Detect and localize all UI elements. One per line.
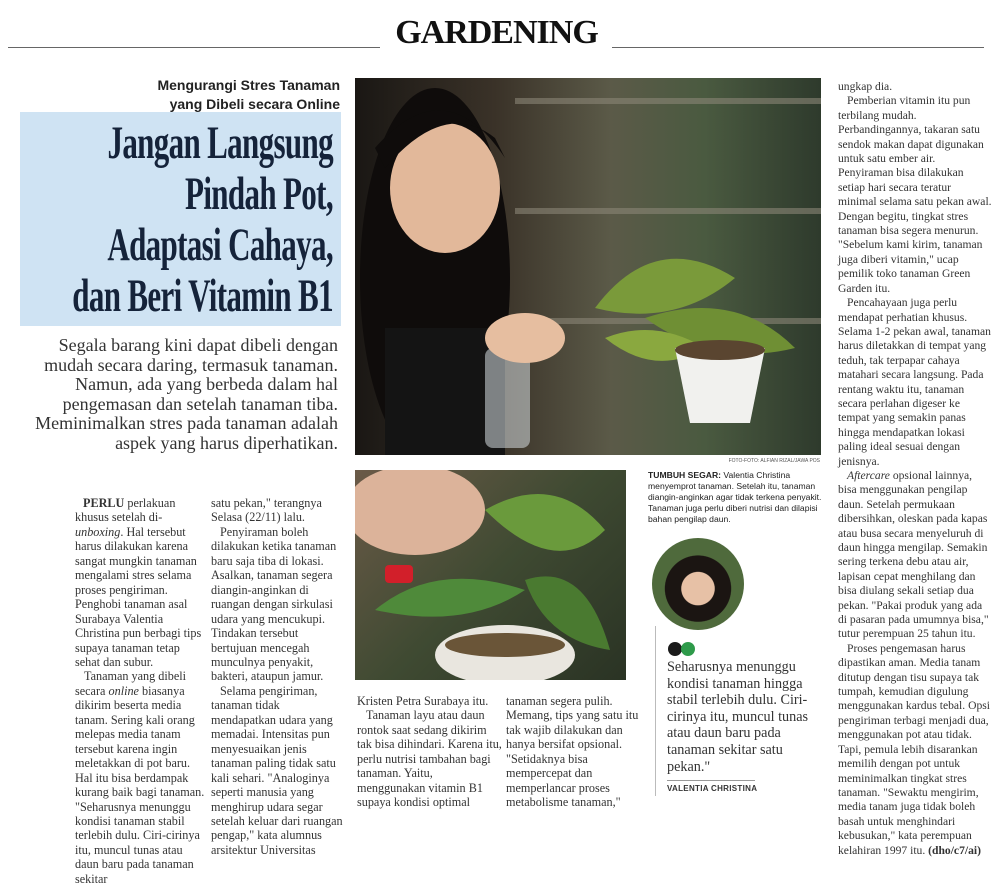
- section-title-text: GARDENING: [389, 14, 604, 51]
- secondary-photo: [355, 470, 626, 680]
- headline: [72, 118, 333, 322]
- article-column-5: [838, 80, 992, 858]
- headline-line: Jangan Langsung: [107, 117, 333, 169]
- article-column-3: [357, 694, 502, 810]
- text: Tanaman yang dibeli secara: [75, 669, 187, 698]
- main-photo-illustration: [355, 78, 821, 455]
- pullquote: [667, 659, 819, 794]
- caption-lead: TUMBUH SEGAR:: [648, 470, 722, 480]
- text: opsional lainnya, bisa menggunakan pengilap daun. Setelah permukaan dibersihkan, oleskan pada kapas atau busa secara menyeluruh di daun hingga mengilap. Semakin sering terkena debu atau air, lapisan cepat menghilang dan bisa diulang sekali setiap dua pekan. "Pakai produk yang ada di pasaran pada umumnya bisa," tutur perempuan 25 tahun itu.: [838, 468, 989, 641]
- kicker-line: yang Dibeli secara Online: [169, 96, 340, 112]
- paragraph: Pencahayaan juga perlu mendapat perhatian khusus. Selama 1-2 pekan awal, tanaman harus diletakkan di tempat yang teduh, tak terpapar cahaya matahari secara langsung. Pada rentang waktu itu, tanaman secara perlahan digeser ke tempat yang semakin panas hingga mendapatkan lokasi paling ideal sesuai dengan jenisnya.: [838, 296, 991, 468]
- article-column-1: [75, 496, 207, 886]
- lead-paragraph: Segala barang kini dapat dibeli dengan mudah secara daring, termasuk tanaman. Namun, ada yang berbeda dalam hal pengemasan dan setelah tanaman tiba. Meminimalkan stres pada tanaman adalah aspek yang harus diperhatikan.: [35, 335, 338, 453]
- text: . Hal tersebut harus dilakukan karena sangat mungkin tanaman mengalami stres selama proses pengiriman. Penghobi tanaman asal Surabaya Valentia Christina pun berbagi tips supaya tanaman tetap sehat dan subur.: [75, 524, 202, 669]
- avatar: [652, 538, 744, 630]
- headline-line: dan Beri Vitamin B1: [72, 270, 333, 322]
- paragraph: [75, 669, 207, 886]
- text: Proses pengemasan harus dipastikan aman. Media tanam ditutup dengan tisu supaya tak tumpah, kemudian digulung menggunakan kardus tebal. Opsi pengiriman terbagi menjadi dua, menggunakan pot atau tidak. Tapi, pemula lebih disarankan memilih dengan pot untuk meminimalkan tingkat stres tanaman. "Sewaktu mengirim, media tanam juga tidak boleh basah untuk menghindari kebusukan," kata perempuan kelahiran 1997 itu.: [838, 641, 990, 857]
- pullquote-bar: [655, 626, 656, 796]
- caption-text: Valentia Christina menyemprot tanaman. Setelah itu, tanaman diangin-anginkan agar tidak terkena penyakit. Tanaman juga perlu diberi nutrisi dan dilapisi bahan pengilap daun.: [648, 470, 822, 524]
- paragraph: [838, 469, 992, 642]
- pullquote-attribution: VALENTIA CHRISTINA: [667, 784, 758, 794]
- paragraph: Tanaman layu atau daun rontok saat sedang dikirim tak bisa dihindari. Karena itu, perlu nutrisi tambahan bagi tanaman. Yaitu, menggunakan vitamin B1 supaya kondisi optimal: [357, 708, 502, 810]
- italic-term: unboxing: [75, 524, 121, 539]
- photo-caption: [648, 470, 822, 525]
- pullquote-divider: [667, 780, 755, 781]
- article-column-2: [211, 496, 346, 857]
- paragraph: satu pekan," terangnya Selasa (22/11) lalu.: [211, 496, 322, 525]
- paragraph: Kristen Petra Surabaya itu.: [357, 694, 489, 708]
- headline-line: Pindah Pot,: [185, 168, 333, 220]
- main-photo: [355, 78, 821, 455]
- headline-line: Adaptasi Cahaya,: [107, 219, 333, 271]
- headline-box: [20, 112, 341, 326]
- text: perlakuan khusus setelah di-: [75, 496, 176, 525]
- kicker: [120, 76, 340, 114]
- paragraph: [75, 496, 207, 669]
- paragraph: tanaman segera pulih. Memang, tips yang satu itu tak wajib dilakukan dan hanya bersifat opsional. "Setidaknya bisa mempercepat dan memperlancar proses metabolisme tanaman,": [506, 694, 639, 810]
- article-column-4: [506, 694, 644, 810]
- paragraph: ungkap dia.: [838, 80, 893, 93]
- section-title: [0, 14, 993, 52]
- drop-word: PERLU: [83, 496, 125, 510]
- paragraph: Pemberian vitamin itu pun terbilang mudah. Perbandingannya, takaran satu sendok makan dapat digunakan untuk satu ember air. Penyiraman bisa dilakukan setiap hari secara teratur minimal selama satu pekan awal. Dengan begitu, tingkat stres tanaman bisa segera menurun. "Sebelum kami kirim, tanaman juga diberi vitamin," ucap pemilik toko tanaman Green Garden itu.: [838, 94, 992, 295]
- signoff: (dho/c7/ai): [928, 843, 981, 857]
- paragraph: Selama pengiriman, tanaman tidak mendapatkan udara yang memadai. Intensitas pun menyesuaikan jenis tanaman paling tidak satu kali sehari. "Analoginya seperti manusia yang menghirup udara segar setelah keluar dari ruangan pengap," kata alumnus arsitektur Universitas: [211, 683, 343, 857]
- photo-credit: FOTO-FOTO: ALFIAN RIZAL/JAWA POS: [728, 458, 820, 464]
- secondary-photo-illustration: [355, 470, 626, 680]
- text: biasanya dikirim beserta media tanam. Sering kali orang melepas media tanam tersebut karena ingin meletakkan di pot baru. Hal itu bisa berdampak kurang baik bagi tanaman. "Seharusnya menunggu kondisi tanaman stabil terlebih dulu. Ciri-cirinya itu, muncul tunas atau daun baru pada tanaman sekitar: [75, 683, 205, 886]
- italic-term: online: [108, 683, 139, 698]
- quote-marks-icon: [668, 641, 708, 657]
- paragraph: [838, 642, 992, 858]
- italic-term: Aftercare: [847, 468, 890, 482]
- paragraph: Penyiraman boleh dilakukan ketika tanaman baru saja tiba di lokasi. Asalkan, tanaman segera diangin-anginkan di ruangan dengan sirkulasi udara yang mencukupi. Tindakan tersebut bertujuan mencegah munculnya penyakit, bakteri, ataupun jamur.: [211, 524, 337, 684]
- pullquote-text: Seharusnya menunggu kondisi tanaman hingga stabil terlebih dulu. Ciri-cirinya itu, muncul tunas atau daun baru pada tanaman sekitar satu pekan.": [667, 659, 809, 775]
- kicker-line: Mengurangi Stres Tanaman: [157, 77, 340, 93]
